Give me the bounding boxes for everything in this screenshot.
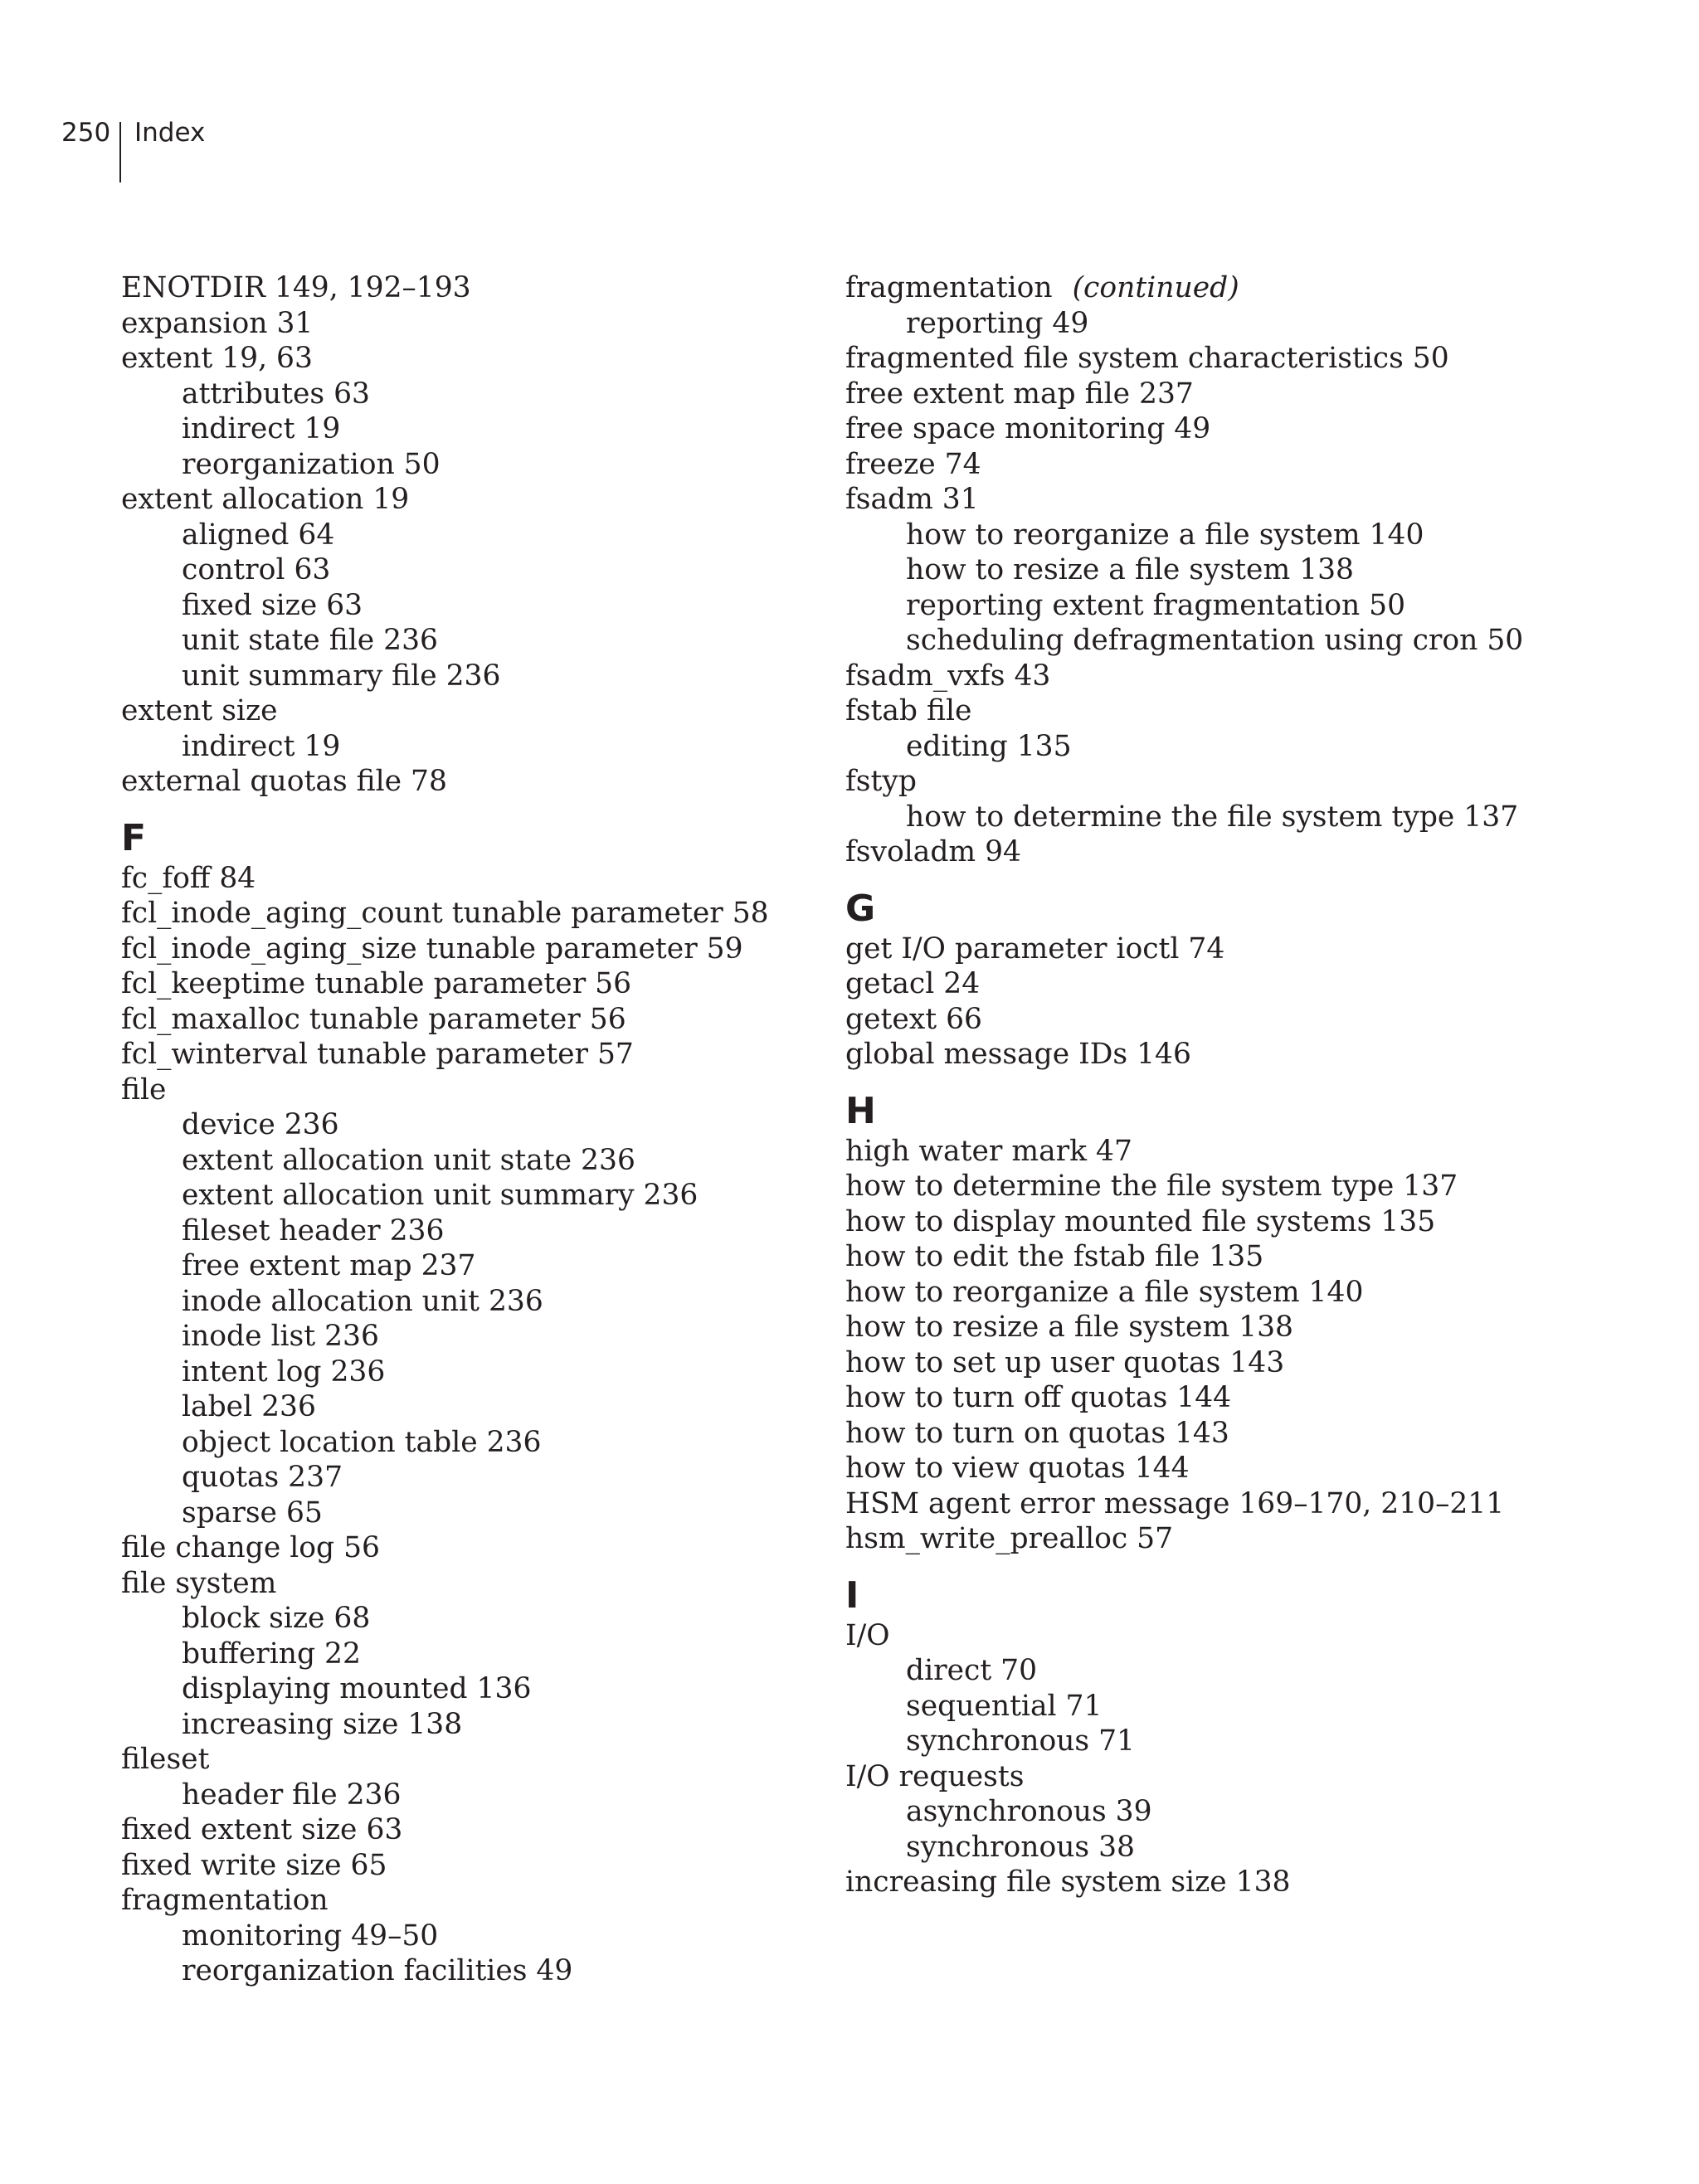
- index-subentry: [845, 1689, 1523, 1724]
- index-entry-text: ENOTDIR 149, 192–193: [121, 271, 471, 304]
- index-entry-text: how to reorganize a file system 140: [906, 518, 1424, 552]
- index-entry: [845, 1759, 1523, 1795]
- index-entry-text: attributes 63: [182, 377, 370, 411]
- index-entry: [121, 1002, 769, 1038]
- index-entry: [845, 411, 1523, 447]
- index-subentry: [121, 623, 769, 659]
- index-entry-text: how to edit the fstab file 135: [845, 1240, 1264, 1273]
- index-entry-text: hsm_write_prealloc 57: [845, 1522, 1174, 1555]
- index-letter-heading: G: [845, 887, 876, 930]
- index-entry: [845, 659, 1523, 694]
- running-head-title: Index: [134, 118, 206, 148]
- index-entry: [121, 896, 769, 931]
- index-entry-text: fixed size 63: [182, 588, 363, 622]
- index-entry-text: increasing size 138: [182, 1707, 463, 1741]
- index-letter-heading: F: [121, 816, 147, 859]
- index-entry-text: file: [121, 1073, 167, 1107]
- index-entry-text: extent allocation unit state 236: [182, 1143, 635, 1177]
- index-entry-text: extent allocation unit summary 236: [182, 1179, 699, 1212]
- index-entry-text: object location table 236: [182, 1425, 542, 1459]
- index-subentry: [845, 306, 1523, 342]
- index-entry-text: block size 68: [182, 1602, 371, 1635]
- index-subentry: [121, 1671, 769, 1707]
- index-entry-text: I/O: [845, 1618, 890, 1652]
- index-entry: [845, 270, 1523, 306]
- index-subentry: [121, 411, 769, 447]
- index-entry: [845, 1002, 1523, 1038]
- index-entry-text: how to resize a file system 138: [906, 553, 1354, 586]
- index-subentry: [121, 1637, 769, 1672]
- index-entry-text: fragmentation: [121, 1884, 329, 1917]
- index-subentry: [121, 1425, 769, 1461]
- index-entry: [121, 764, 769, 800]
- index-entry: [845, 1380, 1523, 1416]
- index-entry-text: expansion 31: [121, 306, 314, 340]
- index-entry: [845, 1239, 1523, 1275]
- index-subentry: [121, 1284, 769, 1320]
- index-entry-text: how to determine the file system type 137: [906, 800, 1519, 834]
- index-entry-text: freeze 74: [845, 447, 981, 481]
- index-entry-text: fsadm_vxfs 43: [845, 659, 1051, 693]
- index-subentry: [121, 588, 769, 624]
- index-entry-text: fcl_inode_aging_count tunable parameter 58: [121, 897, 769, 930]
- index-subentry: [121, 1919, 769, 1954]
- index-entry-text: fsvoladm 94: [845, 835, 1022, 868]
- index-entry-text: editing 135: [906, 729, 1072, 763]
- index-entry: [121, 306, 769, 342]
- index-entry: [121, 1742, 769, 1778]
- index-entry-note: (continued): [1072, 271, 1239, 304]
- index-subentry: [121, 1248, 769, 1284]
- index-entry-text: control 63: [182, 553, 331, 586]
- index-subentry: [121, 1214, 769, 1249]
- index-subentry: [121, 552, 769, 588]
- index-entry-text: getext 66: [845, 1002, 982, 1036]
- index-entry-text: get I/O parameter ioctl 74: [845, 931, 1225, 966]
- index-letter-heading: I: [845, 1574, 859, 1617]
- index-entry-text: how to set up user quotas 143: [845, 1345, 1285, 1379]
- index-entry-text: reorganization 50: [182, 447, 441, 481]
- index-subentry: [121, 1496, 769, 1531]
- index-entry-text: fc_foff 84: [121, 861, 256, 895]
- index-entry-text: intent log 236: [182, 1355, 386, 1389]
- index-entry-text: fragmentation: [845, 271, 1053, 304]
- index-entry-text: unit summary file 236: [182, 659, 501, 693]
- index-entry: [121, 482, 769, 518]
- index-subentry: [121, 1178, 769, 1214]
- index-subentry: [845, 729, 1523, 765]
- index-entry-text: indirect 19: [182, 729, 341, 763]
- index-entry-text: free space monitoring 49: [845, 412, 1211, 445]
- index-entry-text: fcl_keeptime tunable parameter 56: [121, 967, 632, 1000]
- index-entry-text: device 236: [182, 1108, 339, 1141]
- index-subentry: [121, 1389, 769, 1425]
- index-subentry: [845, 552, 1523, 588]
- index-entry-text: inode list 236: [182, 1320, 379, 1353]
- index-subentry: [845, 588, 1523, 624]
- index-letter-heading: H: [845, 1089, 876, 1132]
- index-entry: [845, 1275, 1523, 1311]
- index-entry: [845, 1416, 1523, 1452]
- index-entry: [121, 270, 769, 306]
- index-entry: [845, 1169, 1523, 1204]
- index-entry: [845, 1345, 1523, 1381]
- index-entry: [121, 861, 769, 897]
- index-entry: [845, 966, 1523, 1002]
- index-entry-text: how to turn off quotas 144: [845, 1381, 1232, 1414]
- index-entry-text: sequential 71: [906, 1689, 1103, 1723]
- index-entry-text: fcl_inode_aging_size tunable parameter 59: [121, 931, 743, 966]
- index-entry-text: extent 19, 63: [121, 342, 313, 375]
- index-subentry: [121, 1953, 769, 1989]
- index-subentry: [121, 1460, 769, 1496]
- index-entry-text: free extent map file 237: [845, 377, 1194, 411]
- index-subentry: [121, 1319, 769, 1355]
- index-entry-text: fixed write size 65: [121, 1848, 387, 1882]
- index-entry: [845, 1618, 1523, 1654]
- index-entry-text: reporting extent fragmentation 50: [906, 588, 1406, 622]
- index-entry-text: fixed extent size 63: [121, 1813, 403, 1846]
- index-entry-text: fsadm 31: [845, 483, 979, 516]
- index-entry-text: quotas 237: [182, 1461, 343, 1494]
- index-entry: [121, 1812, 769, 1848]
- index-entry-text: file change log 56: [121, 1531, 380, 1564]
- page-number: 250: [61, 118, 111, 148]
- index-entry-text: fileset header 236: [182, 1214, 445, 1248]
- index-subentry: [845, 623, 1523, 659]
- index-entry: [845, 377, 1523, 412]
- index-subentry: [121, 729, 769, 765]
- index-entry-text: how to resize a file system 138: [845, 1311, 1293, 1344]
- index-entry-text: fileset: [121, 1743, 210, 1776]
- index-entry: [845, 931, 1523, 967]
- index-entry-text: I/O requests: [845, 1759, 1025, 1793]
- index-entry-text: reorganization facilities 49: [182, 1954, 573, 1987]
- index-entry-text: asynchronous 39: [906, 1795, 1152, 1828]
- index-entry: [845, 1134, 1523, 1170]
- index-entry: [845, 1037, 1523, 1073]
- index-entry-text: displaying mounted 136: [182, 1672, 532, 1705]
- index-entry: [121, 931, 769, 967]
- index-entry-text: external quotas file 78: [121, 765, 447, 798]
- index-entry: [845, 447, 1523, 483]
- index-entry-text: fcl_maxalloc tunable parameter 56: [121, 1002, 626, 1036]
- index-entry-text: extent allocation 19: [121, 483, 410, 516]
- index-subentry: [845, 1653, 1523, 1689]
- index-entry-text: unit state file 236: [182, 624, 438, 657]
- index-entry-text: how to view quotas 144: [845, 1452, 1190, 1485]
- index-entry-text: file system: [121, 1566, 277, 1600]
- index-entry: [845, 1486, 1523, 1522]
- index-entry-text: fstyp: [845, 765, 917, 798]
- index-entry-text: direct 70: [906, 1654, 1038, 1687]
- index-subentry: [121, 447, 769, 483]
- index-entry-text: increasing file system size 138: [845, 1865, 1291, 1899]
- index-entry: [845, 1451, 1523, 1486]
- index-entry-text: header file 236: [182, 1778, 402, 1812]
- index-entry: [845, 693, 1523, 729]
- index-entry-text: monitoring 49–50: [182, 1919, 439, 1953]
- index-subentry: [121, 1143, 769, 1179]
- index-entry: [121, 1566, 769, 1602]
- index-entry: [121, 1530, 769, 1566]
- index-entry: [845, 764, 1523, 800]
- index-entry-text: sparse 65: [182, 1496, 323, 1530]
- index-entry-text: synchronous 71: [906, 1724, 1135, 1758]
- index-entry-text: HSM agent error message 169–170, 210–211: [845, 1486, 1505, 1520]
- index-subentry: [121, 377, 769, 412]
- index-subentry: [121, 1355, 769, 1390]
- index-entry-text: extent size: [121, 694, 278, 727]
- index-subentry: [121, 518, 769, 553]
- index-entry-text: label 236: [182, 1390, 316, 1423]
- index-entry: [121, 1883, 769, 1919]
- index-entry-text: how to turn on quotas 143: [845, 1416, 1229, 1450]
- index-column-left: [121, 270, 769, 1989]
- index-entry-text: fragmented file system characteristics 50: [845, 342, 1449, 375]
- index-entry-text: getacl 24: [845, 967, 981, 1000]
- index-entry: [845, 1521, 1523, 1557]
- index-subentry: [845, 518, 1523, 553]
- index-subentry: [845, 1794, 1523, 1830]
- index-entry: [121, 1073, 769, 1108]
- index-entry: [121, 1037, 769, 1073]
- index-entry: [845, 834, 1523, 870]
- index-entry-text: reporting 49: [906, 306, 1089, 340]
- index-entry: [121, 1848, 769, 1884]
- index-entry: [845, 1204, 1523, 1240]
- index-entry-text: how to reorganize a file system 140: [845, 1275, 1364, 1309]
- index-subentry: [121, 1707, 769, 1743]
- index-entry: [845, 1865, 1523, 1900]
- index-entry-text: global message IDs 146: [845, 1038, 1191, 1071]
- index-subentry: [121, 1107, 769, 1143]
- index-subentry: [845, 800, 1523, 835]
- index-entry-text: fstab file: [845, 694, 972, 727]
- index-entry-text: buffering 22: [182, 1637, 361, 1671]
- header-divider: [119, 122, 121, 182]
- index-entry: [121, 341, 769, 377]
- index-entry-text: fcl_winterval tunable parameter 57: [121, 1038, 634, 1071]
- index-subentry: [121, 1601, 769, 1637]
- index-entry-text: how to display mounted file systems 135: [845, 1204, 1436, 1238]
- index-entry-text: scheduling defragmentation using cron 50: [906, 624, 1524, 657]
- index-entry: [845, 341, 1523, 377]
- index-entry-text: synchronous 38: [906, 1830, 1135, 1864]
- index-entry-text: inode allocation unit 236: [182, 1284, 543, 1318]
- index-entry: [845, 1310, 1523, 1345]
- index-entry-text: high water mark 47: [845, 1134, 1132, 1168]
- index-subentry: [121, 659, 769, 694]
- index-entry-text: how to determine the file system type 137: [845, 1170, 1458, 1203]
- index-entry: [845, 482, 1523, 518]
- index-column-right: [845, 270, 1523, 1900]
- index-entry-text: indirect 19: [182, 412, 341, 445]
- index-entry-text: aligned 64: [182, 518, 335, 552]
- index-subentry: [845, 1830, 1523, 1865]
- index-entry: [121, 693, 769, 729]
- index-subentry: [121, 1778, 769, 1813]
- index-subentry: [845, 1724, 1523, 1759]
- index-entry-text: free extent map 237: [182, 1249, 476, 1282]
- index-entry: [121, 966, 769, 1002]
